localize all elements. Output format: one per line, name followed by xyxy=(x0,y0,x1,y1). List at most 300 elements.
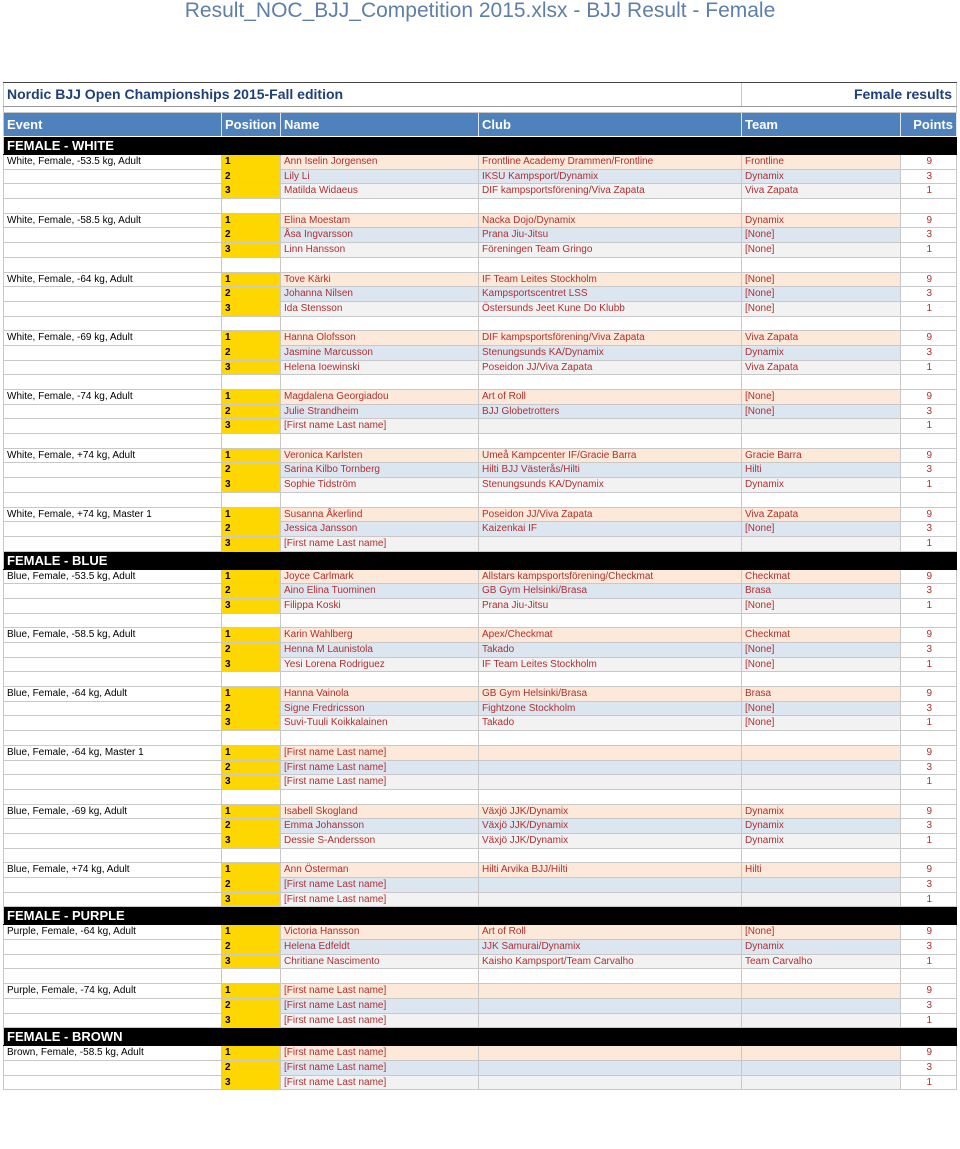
name-cell[interactable]: Magdalena Georgiadou xyxy=(281,390,479,404)
empty-cell[interactable] xyxy=(3,375,222,389)
empty-cell[interactable] xyxy=(742,493,901,507)
club-cell[interactable]: Art of Roll xyxy=(479,925,742,939)
club-cell[interactable]: GB Gym Helsinki/Brasa xyxy=(479,584,742,598)
club-cell[interactable] xyxy=(479,775,742,789)
points-cell[interactable]: 1 xyxy=(901,834,957,848)
empty-cell[interactable] xyxy=(479,969,742,983)
empty-cell[interactable] xyxy=(901,199,957,213)
event-cell[interactable]: White, Female, -53.5 kg, Adult xyxy=(3,155,222,169)
header-name[interactable]: Name xyxy=(281,113,479,136)
event-cell[interactable] xyxy=(3,1014,222,1028)
event-cell[interactable] xyxy=(3,702,222,716)
points-cell[interactable]: 9 xyxy=(901,331,957,345)
name-cell[interactable]: [First name Last name] xyxy=(281,999,479,1013)
team-cell[interactable] xyxy=(742,1014,901,1028)
empty-cell[interactable] xyxy=(281,849,479,863)
points-cell[interactable]: 1 xyxy=(901,893,957,907)
team-cell[interactable] xyxy=(742,893,901,907)
empty-cell[interactable] xyxy=(742,672,901,686)
club-cell[interactable]: GB Gym Helsinki/Brasa xyxy=(479,687,742,701)
points-cell[interactable]: 9 xyxy=(901,805,957,819)
club-cell[interactable]: JJK Samurai/Dynamix xyxy=(479,940,742,954)
club-cell[interactable]: Apex/Checkmat xyxy=(479,628,742,642)
name-cell[interactable]: [First name Last name] xyxy=(281,761,479,775)
event-cell[interactable] xyxy=(3,228,222,242)
empty-cell[interactable] xyxy=(3,107,957,112)
empty-cell[interactable] xyxy=(281,969,479,983)
position-cell[interactable]: 1 xyxy=(222,449,281,463)
points-cell[interactable]: 9 xyxy=(901,984,957,998)
club-cell[interactable] xyxy=(479,1014,742,1028)
name-cell[interactable]: Helena Ioewinski xyxy=(281,361,479,375)
club-cell[interactable]: Stenungsunds KA/Dynamix xyxy=(479,346,742,360)
team-cell[interactable]: [None] xyxy=(742,273,901,287)
empty-cell[interactable] xyxy=(479,849,742,863)
name-cell[interactable]: [First name Last name] xyxy=(281,775,479,789)
club-cell[interactable] xyxy=(479,878,742,892)
event-cell[interactable]: Blue, Female, -58.5 kg, Adult xyxy=(3,628,222,642)
name-cell[interactable]: Julie Strandheim xyxy=(281,405,479,419)
empty-cell[interactable] xyxy=(222,375,281,389)
points-cell[interactable]: 9 xyxy=(901,390,957,404)
club-cell[interactable] xyxy=(479,537,742,551)
position-cell[interactable]: 2 xyxy=(222,643,281,657)
section-title[interactable]: FEMALE - PURPLE xyxy=(3,907,957,924)
team-cell[interactable]: Dynamix xyxy=(742,170,901,184)
empty-cell[interactable] xyxy=(222,790,281,804)
empty-cell[interactable] xyxy=(742,317,901,331)
position-cell[interactable]: 2 xyxy=(222,819,281,833)
club-cell[interactable]: IF Team Leites Stockholm xyxy=(479,658,742,672)
empty-cell[interactable] xyxy=(742,258,901,272)
empty-cell[interactable] xyxy=(901,849,957,863)
team-cell[interactable] xyxy=(742,1076,901,1090)
points-cell[interactable]: 3 xyxy=(901,999,957,1013)
position-cell[interactable]: 1 xyxy=(222,508,281,522)
position-cell[interactable]: 1 xyxy=(222,155,281,169)
points-cell[interactable]: 3 xyxy=(901,643,957,657)
name-cell[interactable]: Filippa Koski xyxy=(281,599,479,613)
empty-cell[interactable] xyxy=(479,199,742,213)
points-cell[interactable]: 9 xyxy=(901,628,957,642)
position-cell[interactable]: 2 xyxy=(222,287,281,301)
empty-cell[interactable] xyxy=(222,493,281,507)
position-cell[interactable]: 1 xyxy=(222,925,281,939)
name-cell[interactable]: Hanna Vainola xyxy=(281,687,479,701)
points-cell[interactable]: 3 xyxy=(901,522,957,536)
event-cell[interactable] xyxy=(3,405,222,419)
event-cell[interactable]: White, Female, -64 kg, Adult xyxy=(3,273,222,287)
club-cell[interactable]: Prana Jiu-Jitsu xyxy=(479,228,742,242)
event-cell[interactable]: Blue, Female, -53.5 kg, Adult xyxy=(3,570,222,584)
team-cell[interactable] xyxy=(742,984,901,998)
team-cell[interactable]: [None] xyxy=(742,702,901,716)
position-cell[interactable]: 2 xyxy=(222,463,281,477)
position-cell[interactable]: 2 xyxy=(222,940,281,954)
team-cell[interactable]: Viva Zapata xyxy=(742,184,901,198)
points-cell[interactable]: 3 xyxy=(901,584,957,598)
event-cell[interactable]: Blue, Female, -64 kg, Adult xyxy=(3,687,222,701)
event-cell[interactable] xyxy=(3,893,222,907)
name-cell[interactable]: Henna M Launistola xyxy=(281,643,479,657)
empty-cell[interactable] xyxy=(222,731,281,745)
position-cell[interactable]: 3 xyxy=(222,419,281,433)
empty-cell[interactable] xyxy=(742,434,901,448)
team-cell[interactable]: [None] xyxy=(742,228,901,242)
team-cell[interactable]: [None] xyxy=(742,302,901,316)
team-cell[interactable]: Checkmat xyxy=(742,628,901,642)
name-cell[interactable]: [First name Last name] xyxy=(281,1061,479,1075)
team-cell[interactable]: Gracie Barra xyxy=(742,449,901,463)
points-cell[interactable]: 3 xyxy=(901,761,957,775)
club-cell[interactable] xyxy=(479,419,742,433)
empty-cell[interactable] xyxy=(742,849,901,863)
empty-cell[interactable] xyxy=(3,969,222,983)
club-cell[interactable]: Kaisho Kampsport/Team Carvalho xyxy=(479,955,742,969)
event-cell[interactable]: Purple, Female, -74 kg, Adult xyxy=(3,984,222,998)
event-cell[interactable]: Brown, Female, -58.5 kg, Adult xyxy=(3,1046,222,1060)
empty-cell[interactable] xyxy=(222,969,281,983)
empty-cell[interactable] xyxy=(479,790,742,804)
event-cell[interactable] xyxy=(3,940,222,954)
event-cell[interactable]: White, Female, +74 kg, Adult xyxy=(3,449,222,463)
points-cell[interactable]: 1 xyxy=(901,419,957,433)
club-cell[interactable]: Poseidon JJ/Viva Zapata xyxy=(479,361,742,375)
name-cell[interactable]: Suvi-Tuuli Koikkalainen xyxy=(281,716,479,730)
team-cell[interactable]: Frontline xyxy=(742,155,901,169)
header-points[interactable]: Points xyxy=(901,113,957,136)
empty-cell[interactable] xyxy=(281,258,479,272)
empty-cell[interactable] xyxy=(3,731,222,745)
position-cell[interactable]: 1 xyxy=(222,746,281,760)
club-cell[interactable]: DIF kampsportsförening/Viva Zapata xyxy=(479,184,742,198)
position-cell[interactable]: 2 xyxy=(222,702,281,716)
empty-cell[interactable] xyxy=(901,258,957,272)
position-cell[interactable]: 3 xyxy=(222,775,281,789)
points-cell[interactable]: 1 xyxy=(901,243,957,257)
team-cell[interactable] xyxy=(742,761,901,775)
points-cell[interactable]: 1 xyxy=(901,361,957,375)
event-cell[interactable] xyxy=(3,761,222,775)
position-cell[interactable]: 2 xyxy=(222,405,281,419)
empty-cell[interactable] xyxy=(281,790,479,804)
points-cell[interactable]: 3 xyxy=(901,287,957,301)
empty-cell[interactable] xyxy=(742,969,901,983)
club-cell[interactable]: IF Team Leites Stockholm xyxy=(479,273,742,287)
name-cell[interactable]: Helena Edfeldt xyxy=(281,940,479,954)
team-cell[interactable]: Dynamix xyxy=(742,805,901,819)
empty-cell[interactable] xyxy=(3,849,222,863)
empty-cell[interactable] xyxy=(3,199,222,213)
club-cell[interactable]: Hilti BJJ Västerås/Hilti xyxy=(479,463,742,477)
name-cell[interactable]: Åsa Ingvarsson xyxy=(281,228,479,242)
empty-cell[interactable] xyxy=(479,672,742,686)
empty-cell[interactable] xyxy=(281,731,479,745)
position-cell[interactable]: 3 xyxy=(222,1014,281,1028)
empty-cell[interactable] xyxy=(901,375,957,389)
club-cell[interactable]: Stenungsunds KA/Dynamix xyxy=(479,478,742,492)
empty-cell[interactable] xyxy=(281,434,479,448)
empty-cell[interactable] xyxy=(222,672,281,686)
points-cell[interactable]: 9 xyxy=(901,925,957,939)
name-cell[interactable]: [First name Last name] xyxy=(281,1046,479,1060)
team-cell[interactable]: [None] xyxy=(742,287,901,301)
position-cell[interactable]: 3 xyxy=(222,537,281,551)
points-cell[interactable]: 1 xyxy=(901,537,957,551)
club-cell[interactable] xyxy=(479,999,742,1013)
team-cell[interactable]: [None] xyxy=(742,599,901,613)
position-cell[interactable]: 3 xyxy=(222,243,281,257)
header-team[interactable]: Team xyxy=(742,113,901,136)
position-cell[interactable]: 1 xyxy=(222,331,281,345)
event-cell[interactable] xyxy=(3,775,222,789)
empty-cell[interactable] xyxy=(479,493,742,507)
team-cell[interactable]: [None] xyxy=(742,405,901,419)
position-cell[interactable]: 2 xyxy=(222,346,281,360)
empty-cell[interactable] xyxy=(222,434,281,448)
name-cell[interactable]: Emma Johansson xyxy=(281,819,479,833)
team-cell[interactable]: [None] xyxy=(742,925,901,939)
points-cell[interactable]: 9 xyxy=(901,214,957,228)
event-cell[interactable] xyxy=(3,999,222,1013)
event-cell[interactable] xyxy=(3,1076,222,1090)
event-cell[interactable] xyxy=(3,419,222,433)
position-cell[interactable]: 2 xyxy=(222,1061,281,1075)
position-cell[interactable]: 1 xyxy=(222,628,281,642)
event-cell[interactable] xyxy=(3,361,222,375)
points-cell[interactable]: 9 xyxy=(901,1046,957,1060)
empty-cell[interactable] xyxy=(222,849,281,863)
empty-cell[interactable] xyxy=(479,614,742,628)
name-cell[interactable]: [First name Last name] xyxy=(281,1076,479,1090)
position-cell[interactable]: 1 xyxy=(222,984,281,998)
position-cell[interactable]: 1 xyxy=(222,570,281,584)
club-cell[interactable]: IKSU Kampsport/Dynamix xyxy=(479,170,742,184)
empty-cell[interactable] xyxy=(901,493,957,507)
team-cell[interactable]: Dynamix xyxy=(742,819,901,833)
empty-cell[interactable] xyxy=(281,493,479,507)
team-cell[interactable]: Checkmat xyxy=(742,570,901,584)
event-cell[interactable] xyxy=(3,287,222,301)
empty-cell[interactable] xyxy=(479,731,742,745)
empty-cell[interactable] xyxy=(742,375,901,389)
event-cell[interactable] xyxy=(3,819,222,833)
club-cell[interactable] xyxy=(479,746,742,760)
position-cell[interactable]: 3 xyxy=(222,955,281,969)
name-cell[interactable]: Yesi Lorena Rodriguez xyxy=(281,658,479,672)
empty-cell[interactable] xyxy=(479,434,742,448)
name-cell[interactable]: Joyce Carlmark xyxy=(281,570,479,584)
event-cell[interactable] xyxy=(3,537,222,551)
team-cell[interactable]: Viva Zapata xyxy=(742,508,901,522)
sheet-title-cell[interactable]: Nordic BJJ Open Championships 2015-Fall edition xyxy=(3,83,742,106)
position-cell[interactable]: 3 xyxy=(222,716,281,730)
event-cell[interactable] xyxy=(3,878,222,892)
name-cell[interactable]: Victoria Hansson xyxy=(281,925,479,939)
name-cell[interactable]: Lily Li xyxy=(281,170,479,184)
empty-cell[interactable] xyxy=(281,614,479,628)
empty-cell[interactable] xyxy=(901,672,957,686)
name-cell[interactable]: [First name Last name] xyxy=(281,746,479,760)
position-cell[interactable]: 1 xyxy=(222,214,281,228)
empty-cell[interactable] xyxy=(281,199,479,213)
points-cell[interactable]: 9 xyxy=(901,155,957,169)
points-cell[interactable]: 3 xyxy=(901,405,957,419)
header-event[interactable]: Event xyxy=(3,113,222,136)
position-cell[interactable]: 1 xyxy=(222,687,281,701)
club-cell[interactable]: Takado xyxy=(479,716,742,730)
event-cell[interactable]: White, Female, +74 kg, Master 1 xyxy=(3,508,222,522)
position-cell[interactable]: 1 xyxy=(222,1046,281,1060)
points-cell[interactable]: 1 xyxy=(901,184,957,198)
team-cell[interactable]: Hilti xyxy=(742,863,901,877)
name-cell[interactable]: Johanna Nilsen xyxy=(281,287,479,301)
points-cell[interactable]: 3 xyxy=(901,702,957,716)
name-cell[interactable]: Matilda Widaeus xyxy=(281,184,479,198)
empty-cell[interactable] xyxy=(3,317,222,331)
position-cell[interactable]: 2 xyxy=(222,878,281,892)
points-cell[interactable]: 1 xyxy=(901,478,957,492)
position-cell[interactable]: 1 xyxy=(222,863,281,877)
empty-cell[interactable] xyxy=(3,790,222,804)
empty-cell[interactable] xyxy=(742,614,901,628)
team-cell[interactable]: Dynamix xyxy=(742,214,901,228)
event-cell[interactable]: White, Female, -69 kg, Adult xyxy=(3,331,222,345)
team-cell[interactable]: Hilti xyxy=(742,463,901,477)
name-cell[interactable]: Dessie S-Andersson xyxy=(281,834,479,848)
empty-cell[interactable] xyxy=(742,199,901,213)
empty-cell[interactable] xyxy=(222,258,281,272)
sheet-subtitle-cell[interactable]: Female results xyxy=(742,83,957,106)
club-cell[interactable]: Växjö JJK/Dynamix xyxy=(479,805,742,819)
team-cell[interactable] xyxy=(742,537,901,551)
club-cell[interactable] xyxy=(479,984,742,998)
empty-cell[interactable] xyxy=(479,375,742,389)
club-cell[interactable]: Frontline Academy Drammen/Frontline xyxy=(479,155,742,169)
club-cell[interactable]: Poseidon JJ/Viva Zapata xyxy=(479,508,742,522)
points-cell[interactable]: 1 xyxy=(901,1014,957,1028)
position-cell[interactable]: 3 xyxy=(222,184,281,198)
empty-cell[interactable] xyxy=(222,614,281,628)
section-title[interactable]: FEMALE - WHITE xyxy=(3,137,957,154)
team-cell[interactable] xyxy=(742,746,901,760)
points-cell[interactable]: 1 xyxy=(901,716,957,730)
empty-cell[interactable] xyxy=(901,614,957,628)
name-cell[interactable]: [First name Last name] xyxy=(281,1014,479,1028)
points-cell[interactable]: 3 xyxy=(901,228,957,242)
empty-cell[interactable] xyxy=(901,317,957,331)
position-cell[interactable]: 2 xyxy=(222,228,281,242)
points-cell[interactable]: 9 xyxy=(901,687,957,701)
name-cell[interactable]: Karin Wahlberg xyxy=(281,628,479,642)
position-cell[interactable]: 2 xyxy=(222,999,281,1013)
event-cell[interactable] xyxy=(3,716,222,730)
empty-cell[interactable] xyxy=(3,614,222,628)
header-position[interactable]: Position xyxy=(222,113,281,136)
points-cell[interactable]: 9 xyxy=(901,570,957,584)
team-cell[interactable] xyxy=(742,419,901,433)
position-cell[interactable]: 3 xyxy=(222,302,281,316)
club-cell[interactable]: Fightzone Stockholm xyxy=(479,702,742,716)
club-cell[interactable]: Växjö JJK/Dynamix xyxy=(479,834,742,848)
event-cell[interactable] xyxy=(3,478,222,492)
empty-cell[interactable] xyxy=(901,969,957,983)
points-cell[interactable]: 3 xyxy=(901,1061,957,1075)
event-cell[interactable] xyxy=(3,243,222,257)
points-cell[interactable]: 9 xyxy=(901,746,957,760)
empty-cell[interactable] xyxy=(901,434,957,448)
empty-cell[interactable] xyxy=(3,672,222,686)
empty-cell[interactable] xyxy=(222,199,281,213)
club-cell[interactable]: DIF kampsportsförening/Viva Zapata xyxy=(479,331,742,345)
club-cell[interactable]: Umeå Kampcenter IF/Gracie Barra xyxy=(479,449,742,463)
position-cell[interactable]: 1 xyxy=(222,273,281,287)
team-cell[interactable]: Dynamix xyxy=(742,478,901,492)
empty-cell[interactable] xyxy=(222,317,281,331)
club-cell[interactable]: Östersunds Jeet Kune Do Klubb xyxy=(479,302,742,316)
name-cell[interactable]: Chritiane Nascimento xyxy=(281,955,479,969)
club-cell[interactable]: Växjö JJK/Dynamix xyxy=(479,819,742,833)
name-cell[interactable]: Jessica Jansson xyxy=(281,522,479,536)
event-cell[interactable] xyxy=(3,599,222,613)
event-cell[interactable]: Blue, Female, -69 kg, Adult xyxy=(3,805,222,819)
points-cell[interactable]: 3 xyxy=(901,940,957,954)
team-cell[interactable]: [None] xyxy=(742,390,901,404)
club-cell[interactable]: Takado xyxy=(479,643,742,657)
name-cell[interactable]: [First name Last name] xyxy=(281,893,479,907)
team-cell[interactable]: Team Carvalho xyxy=(742,955,901,969)
team-cell[interactable]: [None] xyxy=(742,716,901,730)
event-cell[interactable] xyxy=(3,184,222,198)
club-cell[interactable]: Prana Jiu-Jitsu xyxy=(479,599,742,613)
event-cell[interactable]: White, Female, -74 kg, Adult xyxy=(3,390,222,404)
header-club[interactable]: Club xyxy=(479,113,742,136)
position-cell[interactable]: 1 xyxy=(222,390,281,404)
event-cell[interactable] xyxy=(3,1061,222,1075)
empty-cell[interactable] xyxy=(281,317,479,331)
points-cell[interactable]: 3 xyxy=(901,346,957,360)
points-cell[interactable]: 9 xyxy=(901,863,957,877)
team-cell[interactable]: Viva Zapata xyxy=(742,331,901,345)
name-cell[interactable]: Veronica Karlsten xyxy=(281,449,479,463)
name-cell[interactable]: Linn Hansson xyxy=(281,243,479,257)
name-cell[interactable]: Ida Stensson xyxy=(281,302,479,316)
event-cell[interactable]: Blue, Female, -64 kg, Master 1 xyxy=(3,746,222,760)
name-cell[interactable]: Susanna Åkerlind xyxy=(281,508,479,522)
event-cell[interactable]: White, Female, -58.5 kg, Adult xyxy=(3,214,222,228)
event-cell[interactable]: Purple, Female, -64 kg, Adult xyxy=(3,925,222,939)
team-cell[interactable]: Dynamix xyxy=(742,940,901,954)
section-title[interactable]: FEMALE - BLUE xyxy=(3,552,957,569)
points-cell[interactable]: 1 xyxy=(901,599,957,613)
empty-cell[interactable] xyxy=(281,375,479,389)
name-cell[interactable]: Sarina Kilbo Tornberg xyxy=(281,463,479,477)
team-cell[interactable] xyxy=(742,1046,901,1060)
position-cell[interactable]: 3 xyxy=(222,599,281,613)
empty-cell[interactable] xyxy=(3,434,222,448)
team-cell[interactable]: [None] xyxy=(742,243,901,257)
empty-cell[interactable] xyxy=(901,790,957,804)
team-cell[interactable]: Brasa xyxy=(742,584,901,598)
points-cell[interactable]: 3 xyxy=(901,463,957,477)
position-cell[interactable]: 2 xyxy=(222,170,281,184)
club-cell[interactable] xyxy=(479,893,742,907)
event-cell[interactable] xyxy=(3,584,222,598)
team-cell[interactable] xyxy=(742,999,901,1013)
team-cell[interactable]: Dynamix xyxy=(742,346,901,360)
team-cell[interactable] xyxy=(742,775,901,789)
team-cell[interactable]: [None] xyxy=(742,658,901,672)
